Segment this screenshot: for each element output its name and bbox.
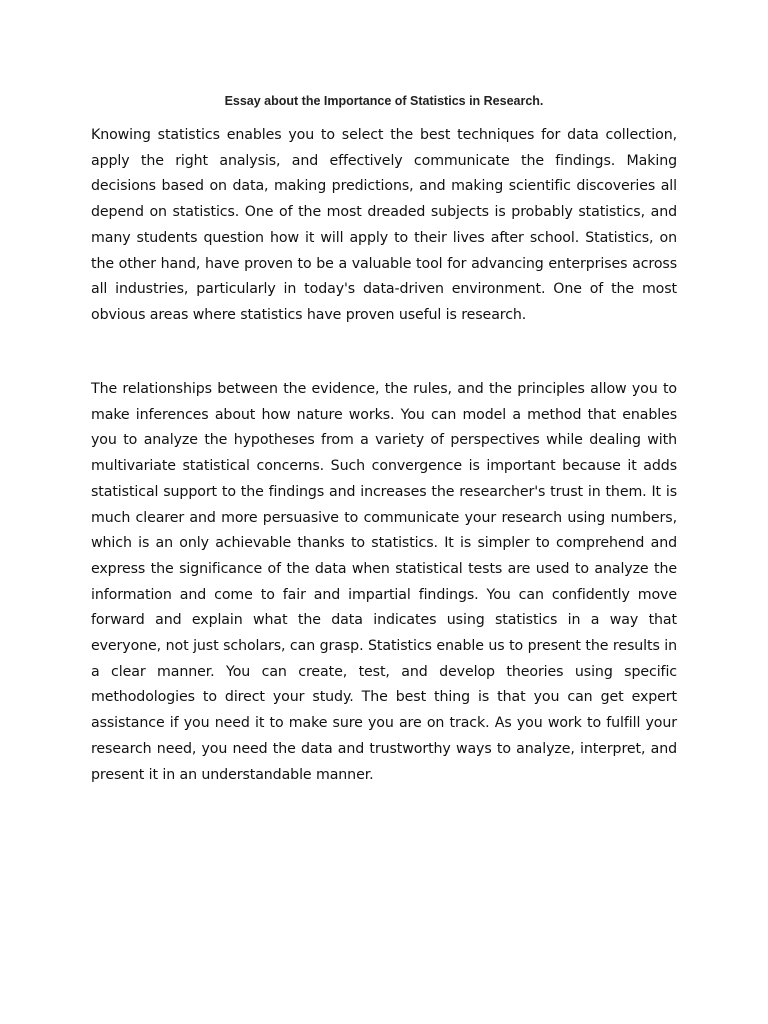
paragraph-1: Knowing statistics enables you to select the best techniques for data collection, apply the right analysis, and effectively communicate the findings. Making decisions based on data, making predictions, and making scientific discoveries all depend on statistics. One of the most dreaded subjects is probably statistics, and many students question how it will apply to their lives after school. Statistics, on the other hand, have proven to be a valuable tool for advancing enterprises across all industries, particularly in today's data-driven environment. One of the most obvious areas where statistics have proven useful is research. — [91, 127, 677, 323]
document-title: Essay about the Importance of Statistics in Research. — [224, 94, 544, 108]
paragraph-2: The relationships between the evidence, the rules, and the principles allow you to make inferences about how nature works. You can model a method that enables you to analyze the hypotheses from a variety of perspectives while dealing with multivariate statistical concerns. Such convergence is important because it adds statistical support to the findings and increases the researcher's trust in them. It is much clearer and more persuasive to communicate your research using numbers, which is an only achievable thanks to statistics. It is simpler to comprehend and express the significance of the data when statistical tests are used to analyze the information and come to fair and impartial findings. You can confidently move forward and explain what the data indicates using statistics in a way that everyone, not just scholars, can grasp. Statistics enable us to present the results in a clear manner. You can create, test, and develop theories using specific methodologies to direct your study. The best thing is that you can get expert assistance if you need it to make sure you are on track. As you work to fulfill your research need, you need the data and trustworthy ways to analyze, interpret, and present it in an understandable manner. — [91, 381, 677, 783]
